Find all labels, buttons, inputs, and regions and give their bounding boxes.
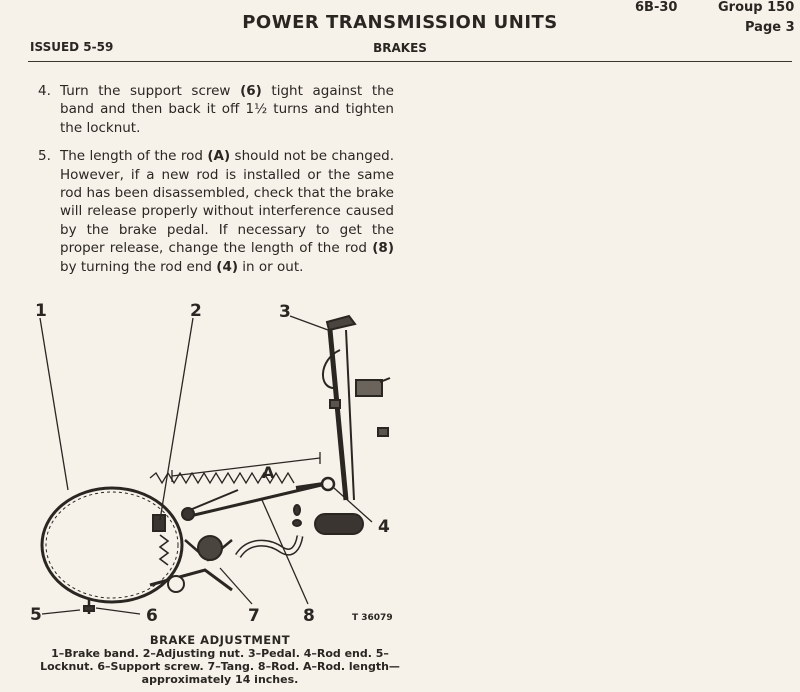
step-text: Turn the support screw (6) tight against the band and then back it off 1½ turns and tighten the locknut. (60, 83, 394, 136)
caption-title: BRAKE ADJUSTMENT (149, 633, 291, 647)
page-number: Page 3 (745, 20, 795, 35)
header-rule (28, 61, 792, 62)
instruction-list (38, 82, 394, 286)
adjusting-nut (153, 515, 168, 565)
instruction-step (38, 82, 394, 137)
group-label: Group 150 (718, 0, 795, 15)
brake-adjustment-diagram (0, 290, 800, 630)
page-code: 6B-30 (635, 0, 678, 15)
callout-label: 3 (279, 302, 291, 322)
callout-label: 1 (35, 301, 47, 321)
support-screw (84, 600, 94, 614)
rod-end (322, 478, 334, 490)
pedal (323, 316, 390, 500)
step-number: 4. (38, 83, 51, 99)
dimension-label: A (262, 463, 275, 482)
issued-date: ISSUED 5-59 (30, 40, 114, 54)
callout-label: 4 (378, 517, 390, 537)
page-title: POWER TRANSMISSION UNITS (242, 12, 558, 33)
callout-label: 8 (303, 606, 315, 626)
callout-label: 5 (30, 605, 42, 625)
figure-caption (30, 634, 410, 686)
step-text: The length of the rod (A) should not be changed. However, if a new rod is installed or the same rod has been disassembled, check that the brake will release properly without interference caused by the brake pedal. If necessary to get the proper release, change the length of the rod (8) by turning the rod end (4) in or out. (60, 148, 394, 275)
instruction-step (38, 147, 394, 276)
callout-label: 2 (190, 301, 202, 321)
callout-label: 7 (248, 606, 260, 626)
figure-id: T 36079 (352, 613, 393, 623)
callout-label: 6 (146, 606, 158, 626)
section-title: BRAKES (373, 41, 427, 55)
step-number: 5. (38, 148, 51, 165)
brake-band (42, 488, 182, 602)
caption-legend: 1–Brake band. 2–Adjusting nut. 3–Pedal. 4–Rod end. 5–Locknut. 6–Support screw. 7–Tang. 8–Rod. A–Rod. length—approximately 14 inches. (40, 647, 400, 686)
